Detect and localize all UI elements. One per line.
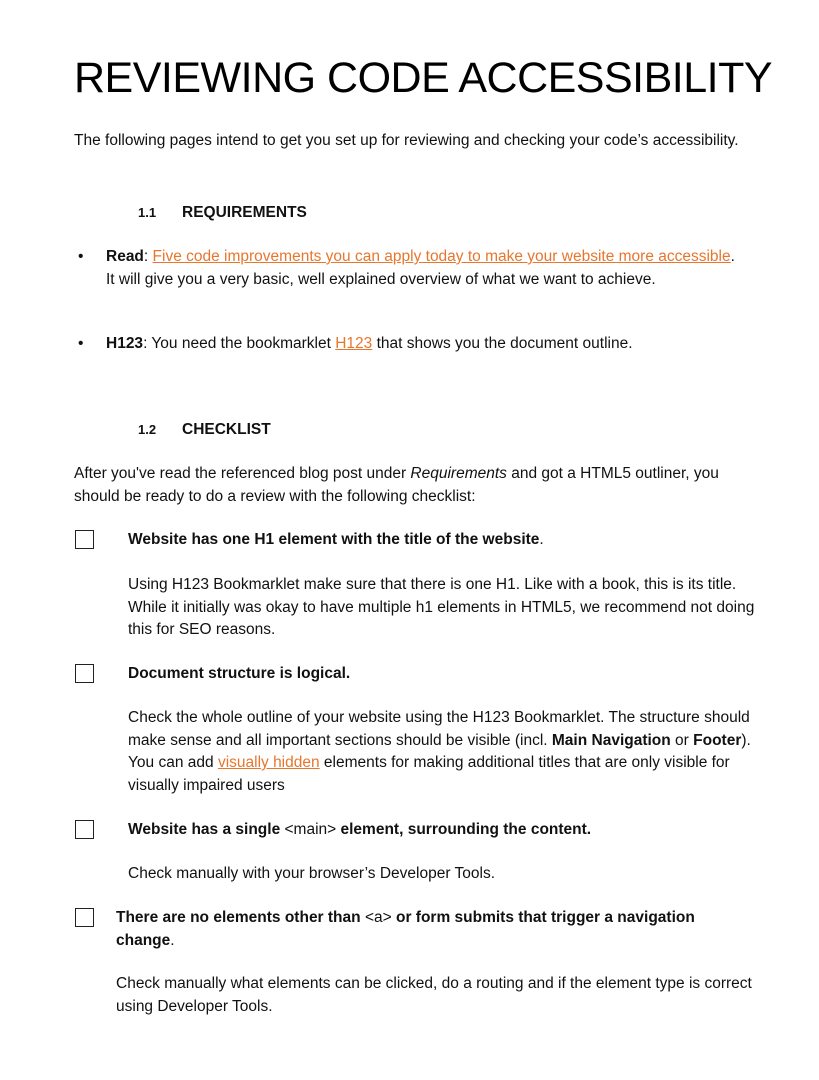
item-title-text: There are no elements other than <box>116 909 365 926</box>
checklist-item-1-title <box>128 529 768 552</box>
blog-post-link[interactable]: Five code improvements you can apply today to make your website more accessible <box>152 248 731 265</box>
checklist-item-2-title: Document structure is logical. <box>128 665 351 682</box>
intro-paragraph: The following pages intend to get you set up for reviewing and checking your code’s accessibility. <box>74 132 739 149</box>
bullet-icon: • <box>78 335 84 352</box>
section-title: REQUIREMENTS <box>182 204 307 221</box>
requirement-text: . It will give you a very basic, well explained overview of what we want to achieve. <box>106 248 735 288</box>
checklist-item-3-title <box>128 819 768 842</box>
anchor-element-code: <a> <box>364 909 392 926</box>
h123-link[interactable]: H123 <box>335 335 373 352</box>
item-title-end: . <box>170 931 175 949</box>
item-title-text: Website has one H1 element with the title of the website <box>128 531 540 548</box>
checkbox-item-4[interactable] <box>75 908 94 927</box>
section-number: 1.2 <box>138 422 157 437</box>
item-body-text: or <box>670 731 694 749</box>
section-number: 1.1 <box>138 205 157 220</box>
section-heading-checklist <box>138 419 271 441</box>
item-body-text: ). You can add <box>128 731 751 771</box>
item-title-end: . <box>539 531 544 548</box>
item-title-text: or form submits that trigger a navigation change <box>116 909 695 949</box>
checklist-item-4-body: Check manually what elements can be clicked, do a routing and if the element type is correct using Developer Tools. <box>116 975 752 1015</box>
item-body-text: Check the whole outline of your website using the H123 Bookmarklet. The structure should make sense and all important sections should be visible (incl. <box>128 709 750 749</box>
checklist-item-1-body: Using H123 Bookmarklet make sure that there is one H1. Like with a book, this is its title. While it initially was okay to have multiple h1 elements in HTML5, we recommend not doing this for SEO reasons. <box>128 576 755 638</box>
checkbox-item-2[interactable] <box>75 664 94 683</box>
footer-term: Footer <box>693 731 742 749</box>
requirement-read <box>106 246 746 291</box>
visually-hidden-link[interactable]: visually hidden <box>217 754 320 771</box>
main-navigation-term: Main Navigation <box>551 731 671 749</box>
main-element-code: <main> <box>284 821 337 838</box>
checkbox-item-1[interactable] <box>75 530 94 549</box>
item-body-text: elements for making additional titles that are only visible for visually impaired users <box>128 754 730 794</box>
requirement-h123 <box>106 333 746 356</box>
section-heading-requirements <box>138 202 307 224</box>
intro-text: and got a HTML5 outliner, you should be ready to do a review with the following checklist: <box>74 465 719 505</box>
checklist-item-3-body: Check manually with your browser’s Developer Tools. <box>128 865 495 882</box>
requirement-text: that shows you the document outline. <box>372 335 633 352</box>
requirements-emphasis: Requirements <box>410 465 507 482</box>
checklist-item-4-title <box>116 907 756 952</box>
page-title: REVIEWING CODE ACCESSIBILITY <box>74 54 773 102</box>
checklist-item-2-body <box>128 707 758 797</box>
section-title: CHECKLIST <box>182 421 271 438</box>
item-title-text: Website has a single <box>128 821 285 838</box>
intro-text: After you've read the referenced blog post under <box>74 465 411 482</box>
bullet-icon: • <box>78 248 84 265</box>
requirement-label: H123 <box>106 335 144 352</box>
requirement-text: : You need the bookmarklet <box>143 335 336 352</box>
requirement-label: Read <box>106 248 144 265</box>
checkbox-item-3[interactable] <box>75 820 94 839</box>
separator: : <box>143 248 153 265</box>
item-title-text: element, surrounding the content. <box>336 821 592 838</box>
checklist-intro <box>74 463 764 508</box>
